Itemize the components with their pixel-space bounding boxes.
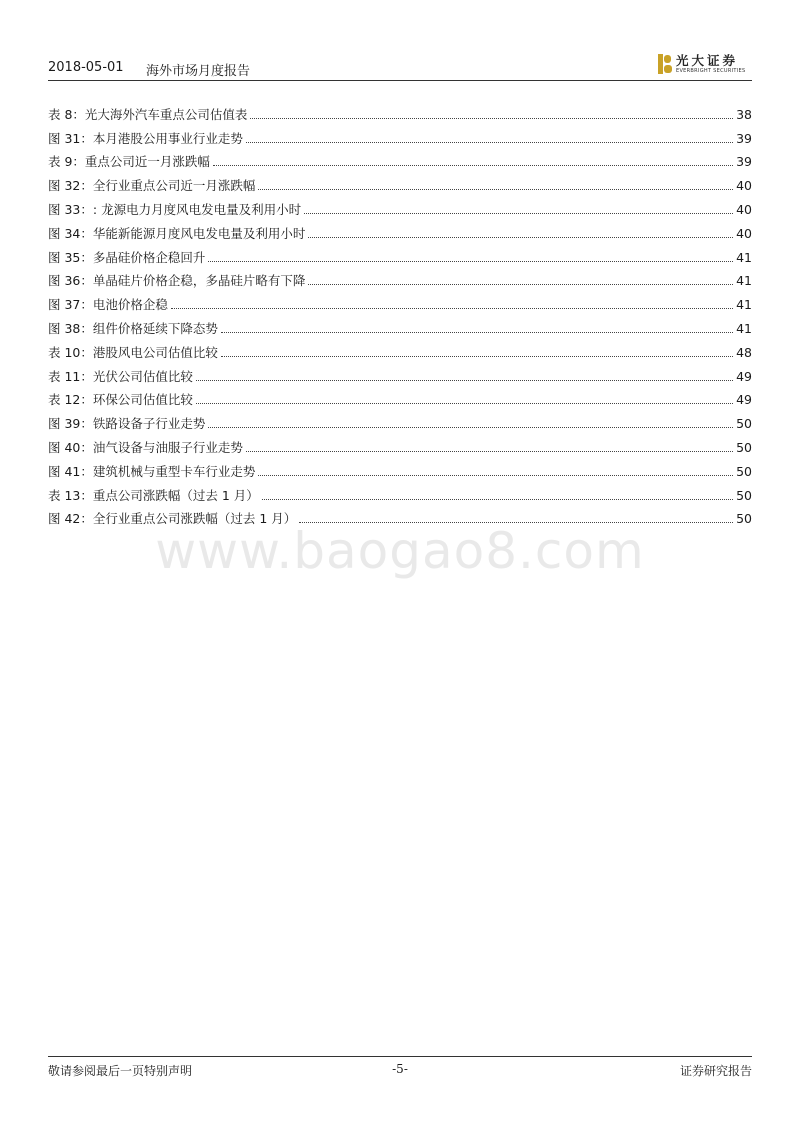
toc-leader-dots (208, 261, 733, 262)
logo-chinese-name: 光大证券 (676, 53, 739, 68)
toc-entry-page: 38 (736, 106, 752, 122)
toc-entry-label: 表 13：重点公司涨跌幅（过去 1 月） (48, 487, 259, 503)
toc-entry-label: 图 37：电池价格企稳 (48, 297, 168, 313)
toc-leader-dots (250, 118, 733, 119)
toc-entry-page: 39 (736, 130, 752, 146)
toc-entry-page: 41 (736, 320, 752, 336)
toc-leader-dots (208, 427, 733, 428)
toc-entry-page: 50 (736, 511, 752, 527)
toc-leader-dots (196, 380, 733, 381)
report-title: 海外市场月度报告 (146, 64, 251, 79)
table-of-contents (48, 99, 752, 527)
toc-entry-label: 表 11：光伏公司估值比较 (48, 368, 193, 384)
toc-entry[interactable] (48, 361, 752, 385)
footer-divider (48, 1056, 752, 1057)
toc-entry[interactable] (48, 432, 752, 456)
toc-leader-dots (262, 499, 733, 500)
toc-leader-dots (246, 451, 733, 452)
toc-entry-label: 图 42：全行业重点公司涨跌幅（过去 1 月） (48, 511, 297, 527)
toc-entry[interactable] (48, 289, 752, 313)
logo-english-name: EVERBRIGHT SECURITIES (676, 68, 746, 74)
toc-entry-label: 表 9：重点公司近一月涨跌幅 (48, 154, 210, 170)
toc-entry-label: 图 31：本月港股公用事业行业走势 (48, 130, 243, 146)
toc-entry-page: 40 (736, 178, 752, 194)
toc-leader-dots (196, 403, 733, 404)
report-date: 2018-05-01 (48, 60, 124, 75)
toc-entry-page: 41 (736, 273, 752, 289)
toc-entry[interactable] (48, 408, 752, 432)
toc-entry-label: 图 34：华能新能源月度风电发电量及利用小时 (48, 225, 306, 241)
toc-leader-dots (246, 142, 733, 143)
toc-leader-dots (171, 308, 733, 309)
toc-leader-dots (308, 284, 733, 285)
toc-entry-label: 图 32：全行业重点公司近一月涨跌幅 (48, 178, 256, 194)
toc-entry-label: 图 35：多晶硅价格企稳回升 (48, 249, 206, 265)
report-type: 证券研究报告 (679, 1064, 752, 1078)
toc-entry-page: 40 (736, 201, 752, 217)
toc-entry-label: 图 38：组件价格延续下降态势 (48, 320, 218, 336)
header-divider (48, 80, 752, 81)
toc-entry-label: 表 12：环保公司估值比较 (48, 392, 193, 408)
toc-entry-page: 50 (736, 439, 752, 455)
toc-leader-dots (213, 165, 733, 166)
disclaimer-note: 敬请参阅最后一页特别声明 (48, 1064, 193, 1078)
toc-leader-dots (304, 213, 733, 214)
toc-entry-label: 图 40：油气设备与油服子行业走势 (48, 439, 243, 455)
toc-leader-dots (308, 237, 733, 238)
everbright-logo-icon (658, 54, 672, 74)
watermark: www.baogao8.com (155, 522, 645, 580)
toc-entry-page: 39 (736, 154, 752, 170)
toc-entry-page: 50 (736, 487, 752, 503)
toc-leader-dots (221, 332, 733, 333)
toc-entry-label: 图 41：建筑机械与重型卡车行业走势 (48, 463, 256, 479)
toc-entry-page: 41 (736, 249, 752, 265)
toc-entry[interactable] (48, 123, 752, 147)
toc-entry-page: 48 (736, 344, 752, 360)
toc-entry-page: 49 (736, 392, 752, 408)
toc-entry-page: 40 (736, 225, 752, 241)
toc-entry-label: 图 39：铁路设备子行业走势 (48, 416, 206, 432)
toc-entry[interactable] (48, 242, 752, 266)
toc-entry-page: 50 (736, 416, 752, 432)
toc-entry[interactable] (48, 337, 752, 361)
toc-entry[interactable] (48, 313, 752, 337)
toc-entry[interactable] (48, 385, 752, 409)
toc-entry[interactable] (48, 456, 752, 480)
toc-entry[interactable] (48, 266, 752, 290)
everbright-logo (656, 50, 752, 78)
page-number: -5- (392, 1062, 408, 1076)
toc-entry-label: 图 36：单晶硅片价格企稳，多晶硅片略有下降 (48, 273, 306, 289)
toc-entry[interactable] (48, 480, 752, 504)
toc-leader-dots (258, 475, 733, 476)
toc-entry[interactable] (48, 218, 752, 242)
toc-entry[interactable] (48, 147, 752, 171)
toc-leader-dots (258, 189, 733, 190)
toc-leader-dots (221, 356, 733, 357)
toc-entry[interactable] (48, 194, 752, 218)
toc-entry-page: 50 (736, 463, 752, 479)
toc-entry-page: 41 (736, 297, 752, 313)
page-header (48, 50, 752, 80)
toc-entry[interactable] (48, 170, 752, 194)
toc-entry-label: 图 33：: 龙源电力月度风电发电量及利用小时 (48, 201, 302, 217)
toc-entry-page: 49 (736, 368, 752, 384)
toc-entry-label: 表 8：光大海外汽车重点公司估值表 (48, 106, 248, 122)
toc-entry[interactable] (48, 99, 752, 123)
toc-entry-label: 表 10：港股风电公司估值比较 (48, 344, 218, 360)
